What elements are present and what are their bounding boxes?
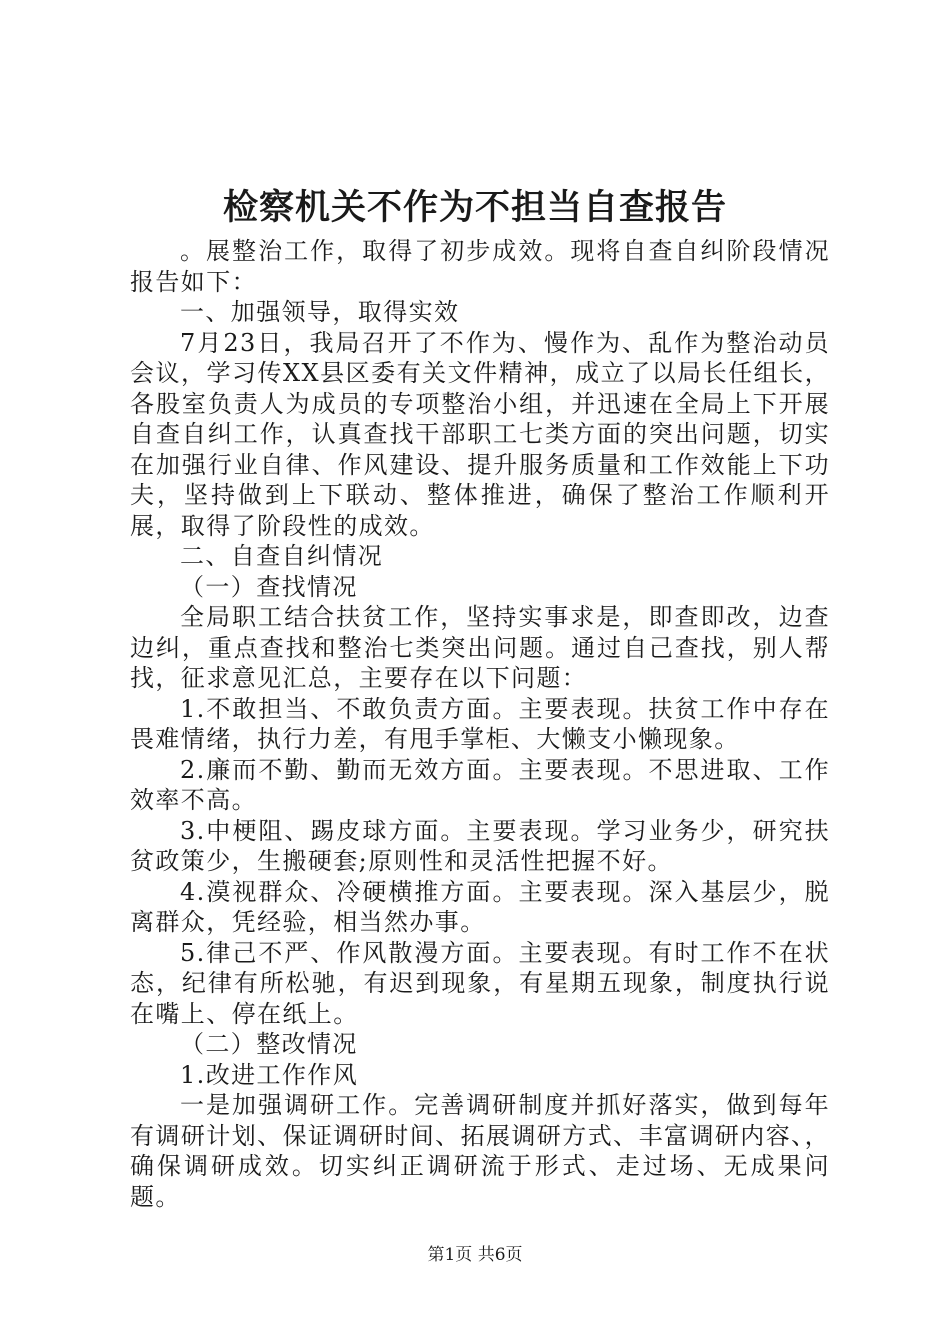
page-footer: 第1页 共6页 xyxy=(427,1245,523,1265)
subheading-findings: （一）查找情况 xyxy=(180,572,358,601)
list-item-4: 4.漠视群众、冷硬横推方面。主要表现。深入基层少，脱离群众，凭经验，相当然办事。 xyxy=(130,877,830,936)
paragraph-findings: 全局职工结合扶贫工作，坚持实事求是，即查即改，边查边纠，重点查找和整治七类突出问题。通过自己查找，别人帮找，征求意见汇总，主要存在以下问题： xyxy=(130,603,830,692)
list-item-2: 2.廉而不勤、勤而无效方面。主要表现。不思进取、工作效率不高。 xyxy=(130,755,830,814)
paragraph-intro: 。展整治工作，取得了初步成效。现将自查自纠阶段情况报告如下： xyxy=(130,237,830,296)
list-item-1: 1.不敢担当、不敢负责方面。主要表现。扶贫工作中存在畏难情绪，执行力差，有甩手掌柜、大懒支小懒现象。 xyxy=(130,694,830,753)
subheading-improve-style: 1.改进工作作风 xyxy=(180,1060,359,1089)
list-item-5: 5.律己不严、作风散漫方面。主要表现。有时工作不在状态，纪律有所松驰，有迟到现象，有星期五现象，制度执行说在嘴上、停在纸上。 xyxy=(130,938,830,1028)
subheading-rectification: （二）整改情况 xyxy=(180,1030,358,1058)
paragraph-section-1: 7月23日，我局召开了不作为、慢作为、乱作为整治动员会议，学习传XX县区委有关文件精神，成立了以局长任组长，各股室负责人为成员的专项整治小组，并迅速在全局上下开展自查自纠工作，认真查找干部职工七类方面的突出问题，切实在加强行业自律、作风建设、提升服务质量和工作效能上下功夫，坚持做到上下联动、整体推进，确保了整治工作顺利开展，取得了阶段性的成效。 xyxy=(130,328,830,540)
document-title: 检察机关不作为不担当自查报告 xyxy=(222,187,727,228)
list-item-3: 3.中梗阻、踢皮球方面。主要表现。学习业务少，研究扶贫政策少，生搬硬套;原则性和灵活性把握不好。 xyxy=(130,816,830,875)
document-body xyxy=(130,236,830,1212)
paragraph-research: 一是加强调研工作。完善调研制度并抓好落实，做到每年有调研计划、保证调研时间、拓展调研方式、丰富调研内容、，确保调研成效。切实纠正调研流于形式、走过场、无成果问题。 xyxy=(130,1091,830,1211)
heading-section-2: 二、自查自纠情况 xyxy=(180,542,384,570)
heading-section-1: 一、加强领导，取得实效 xyxy=(180,298,460,326)
